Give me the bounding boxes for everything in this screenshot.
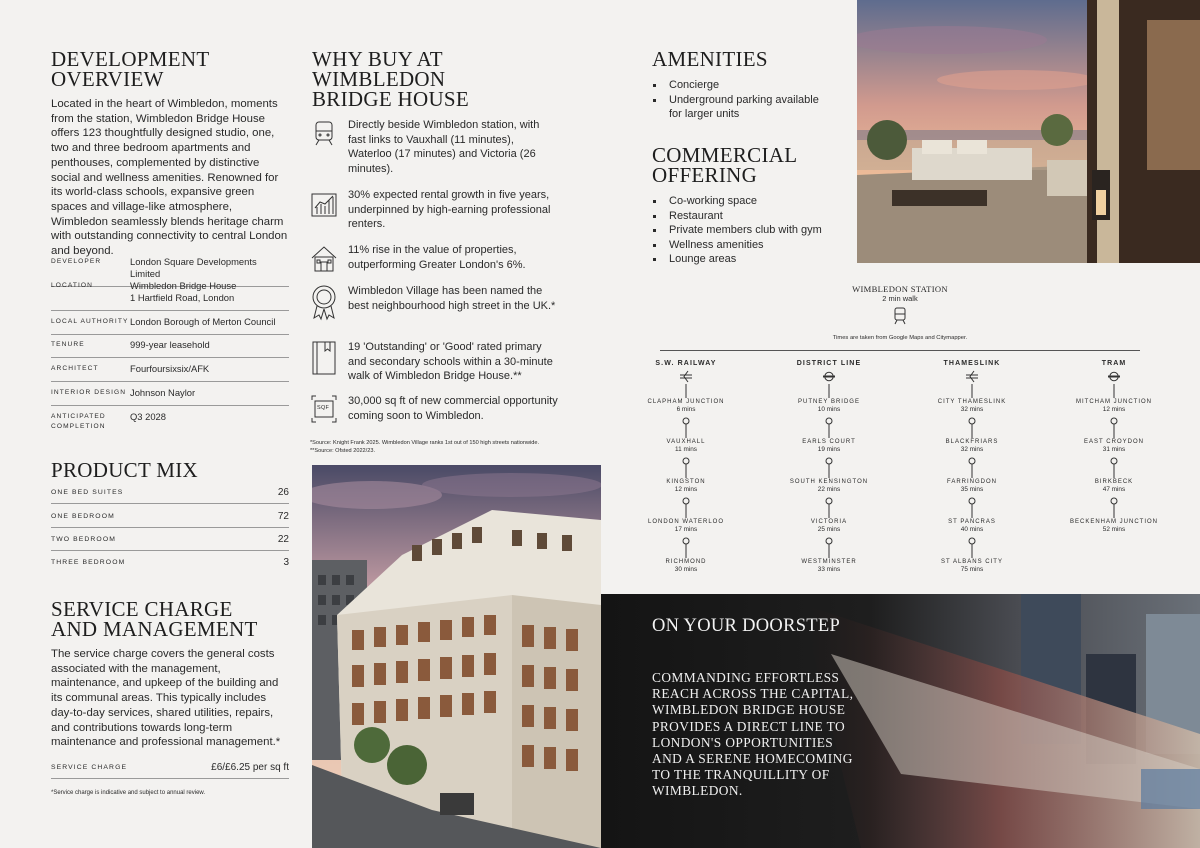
why-item-value: 11% rise in the value of properties, outperforming Greater London's 6%. bbox=[310, 243, 560, 275]
service-title: SERVICE CHARGE AND MANAGEMENT bbox=[51, 597, 258, 641]
list-item: Lounge areas bbox=[652, 252, 842, 267]
commercial-list bbox=[652, 194, 842, 267]
stop: EAST CROYDON 31 mins bbox=[1084, 439, 1144, 453]
service-charge-row: SERVICE CHARGE £6/£6.25 per sq ft bbox=[51, 762, 289, 779]
commercial-title: COMMERCIAL OFFERING bbox=[652, 143, 798, 187]
product-mix-row: ONE BED SUITES 26 bbox=[51, 487, 289, 504]
list-item: Underground parking available for larger units bbox=[652, 93, 822, 122]
spec-row-completion: ANTICIPATED COMPLETION Q3 2028 bbox=[51, 411, 166, 430]
stop: FARRINGDON 35 mins bbox=[946, 479, 997, 493]
stop: VAUXHALL 11 mins bbox=[666, 439, 706, 453]
list-item: Wellness amenities bbox=[652, 238, 842, 253]
tram-roundel-icon bbox=[1108, 372, 1120, 380]
national-rail-icon bbox=[966, 371, 978, 382]
product-mix-row: ONE BEDROOM 72 bbox=[51, 511, 289, 528]
line-column-thameslink: THAMESLINK bbox=[943, 360, 1001, 367]
stop: BLACKFRIARS 32 mins bbox=[945, 439, 999, 453]
list-item: Concierge bbox=[652, 78, 822, 93]
why-item-high-street: Wimbledon Village has been named the best neighbourhood high street in the UK.* bbox=[310, 284, 560, 322]
why-item-commercial: SQF 30,000 sq ft of new commercial opportunity coming soon to Wimbledon. bbox=[310, 394, 560, 426]
list-item: Private members club with gym bbox=[652, 223, 842, 238]
doorstep-panel bbox=[601, 594, 1200, 848]
award-rosette-icon bbox=[310, 284, 338, 322]
underground-roundel-icon bbox=[823, 372, 835, 380]
building-exterior-image bbox=[312, 465, 601, 848]
spec-row-tenure: TENURE 999-year leasehold bbox=[51, 335, 289, 358]
stop: KINGSTON 12 mins bbox=[666, 479, 706, 493]
why-buy-footnotes: *Source: Knight Frank 2025. Wimbledon Village ranks 1st out of 150 high streets nationwide. **Source: Ofsted 2022/23. bbox=[310, 440, 540, 454]
doorstep-statement: COMMANDING EFFORTLESS REACH ACROSS THE CAPITAL, WIMBLEDON BRIDGE HOUSE PROVIDES A DIRECT LINE TO LONDON'S OPPORTUNITIES AND A SERENE HOMECOMING TO THE TRANQUILLITY OF WIMBLEDON. bbox=[652, 670, 854, 799]
book-icon bbox=[310, 340, 338, 376]
overview-title: DEVELOPMENT OVERVIEW bbox=[51, 47, 210, 91]
train-icon bbox=[891, 307, 909, 325]
stop: PUTNEY BRIDGE 10 mins bbox=[798, 399, 860, 413]
why-item-transport: Directly beside Wimbledon station, with fast links to Vauxhall (11 minutes), Waterloo (17 minutes) and Victoria (26 minutes). bbox=[310, 118, 560, 176]
stop: BIRKBECK 47 mins bbox=[1094, 479, 1134, 493]
spec-row-developer: DEVELOPER London Square Developments Limited bbox=[51, 252, 289, 287]
stop: RICHMOND 30 mins bbox=[665, 559, 707, 573]
stop: CITY THAMESLINK 32 mins bbox=[937, 399, 1007, 413]
house-icon bbox=[310, 243, 338, 275]
list-item: Co-working space bbox=[652, 194, 842, 209]
amenities-title: AMENITIES bbox=[652, 47, 768, 71]
stop: LONDON WATERLOO 17 mins bbox=[647, 519, 724, 533]
spec-row-location: LOCATION Wimbledon Bridge House 1 Hartfield Road, London bbox=[51, 276, 289, 311]
transport-divider bbox=[660, 350, 1140, 351]
overview-paragraph: Located in the heart of Wimbledon, moments from the station, Wimbledon Bridge House offers 123 thoughtfully designed studio, one, two and three bedroom apartments and penthouses, complemented by distinctive social and wellness amenities. Renowned for its world-class schools, expansive green spaces and village-like atmosphere, Wimbledon seamlessly blends heritage charm with outstanding connectivity to central London and beyond. bbox=[51, 98, 288, 258]
service-footnote: *Service charge is indicative and subject to annual review. bbox=[51, 790, 206, 796]
stop: CLAPHAM JUNCTION 6 mins bbox=[647, 399, 725, 413]
why-buy-title: WHY BUY AT WIMBLEDON BRIDGE HOUSE bbox=[312, 47, 470, 111]
why-item-rental: 30% expected rental growth in five years, underpinned by high-earning professional renters. bbox=[310, 188, 560, 232]
national-rail-icon bbox=[680, 371, 692, 382]
stop: ST PANCRAS 40 mins bbox=[948, 519, 996, 533]
terrace-image bbox=[857, 0, 1200, 263]
growth-chart-icon bbox=[310, 188, 338, 220]
stop: ST ALBANS CITY 75 mins bbox=[941, 559, 1003, 573]
line-column-sw-railway: S.W. RAILWAY bbox=[655, 360, 717, 367]
stop: WESTMINSTER 33 mins bbox=[801, 559, 857, 573]
amenities-list bbox=[652, 78, 822, 122]
stop: BECKENHAM JUNCTION 52 mins bbox=[1069, 519, 1158, 533]
line-column-tram: TRAM bbox=[1101, 360, 1127, 367]
stop: EARLS COURT 19 mins bbox=[802, 439, 856, 453]
transport-note: Times are taken from Google Maps and Citymapper. bbox=[832, 335, 968, 341]
service-paragraph: The service charge covers the general costs associated with the management, maintenance, and upkeep of the building and its communal areas. This typically includes day-to-day services, shared utilities, repairs, and contributions towards long-term maintenance and professional management.* bbox=[51, 648, 281, 749]
stop: SOUTH KENSINGTON 22 mins bbox=[789, 479, 869, 493]
spec-row-local-authority: LOCAL AUTHORITY London Borough of Merton Council bbox=[51, 312, 289, 335]
train-icon bbox=[310, 118, 338, 150]
spec-row-architect: ARCHITECT Fourfoursixsix/AFK bbox=[51, 359, 289, 382]
product-mix-row: THREE BEDROOM 3 bbox=[51, 557, 289, 568]
product-mix-row: TWO BEDROOM 22 bbox=[51, 534, 289, 551]
stop: MITCHAM JUNCTION 12 mins bbox=[1076, 399, 1152, 413]
doorstep-title: ON YOUR DOORSTEP bbox=[652, 616, 841, 636]
station-header: WIMBLEDON STATION 2 min walk bbox=[852, 284, 948, 303]
spec-row-interior-design: INTERIOR DESIGN Johnson Naylor bbox=[51, 383, 289, 406]
list-item: Restaurant bbox=[652, 209, 842, 224]
product-mix-title: PRODUCT MIX bbox=[51, 458, 199, 482]
sqft-icon: SQF bbox=[310, 394, 338, 426]
stop: VICTORIA 25 mins bbox=[810, 519, 848, 533]
why-item-schools: 19 'Outstanding' or 'Good' rated primary and secondary schools within a 30-minute walk of Wimbledon Bridge House.** bbox=[310, 340, 560, 384]
line-column-district: DISTRICT LINE bbox=[796, 360, 862, 367]
